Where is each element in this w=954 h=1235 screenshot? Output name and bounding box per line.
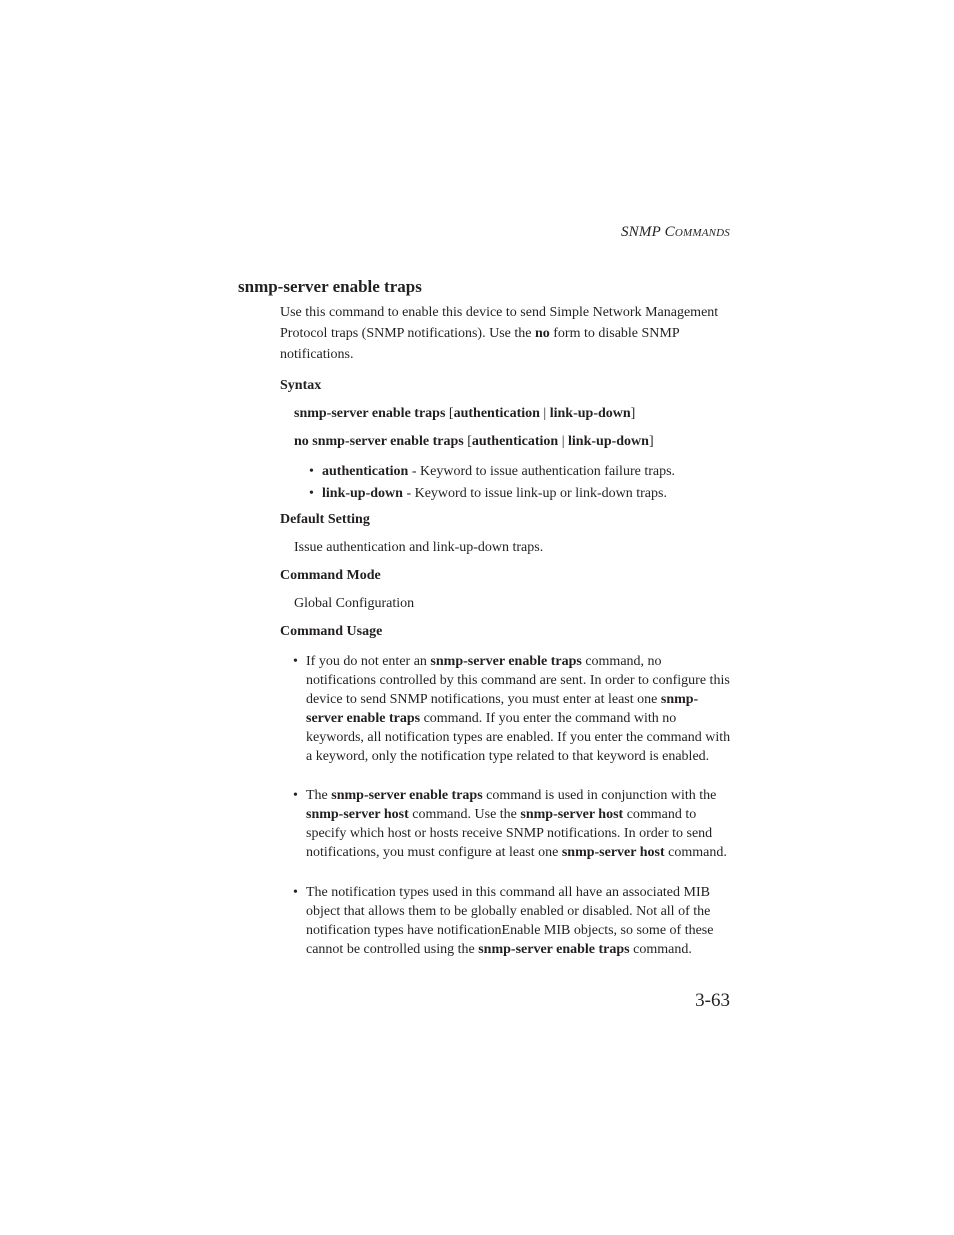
usage-text: command. [629, 942, 692, 957]
syntax-line-2 [294, 434, 654, 450]
usage-text: command. If you enter the command with no keywords, all notification types are enabled. If you enter the command with a keyword, only the notification type related to that keyword is enabled. [306, 711, 731, 764]
usage-text: command, no notifications controlled by this command are sent. In order to configure this device to send SNMP notifications, you must enter at least one [306, 654, 730, 707]
command-mode-text: Global Configuration [294, 596, 415, 611]
param-term: link-up-down [322, 486, 403, 501]
running-header [621, 224, 730, 241]
bullet-icon: • [309, 464, 314, 479]
command-mode-heading: Command Mode [280, 568, 381, 583]
usage-text: command is used in conjunction with the [482, 788, 717, 803]
param-desc: - Keyword to issue authentication failure traps. [408, 464, 676, 479]
syntax-1-command: snmp-server enable traps [294, 406, 446, 421]
usage-text: command. [664, 845, 727, 860]
default-setting-text: Issue authentication and link-up-down traps. [294, 540, 544, 555]
syntax-1-close: ] [630, 406, 636, 421]
param-item [309, 484, 762, 503]
header-prefix: SNMP C [620, 224, 675, 240]
bullet-icon: • [293, 654, 298, 669]
bullet-icon: • [293, 788, 298, 803]
default-setting-heading: Default Setting [280, 512, 370, 527]
usage-item [293, 652, 732, 766]
usage-bold: snmp-server enable traps [430, 654, 582, 669]
syntax-line-1 [294, 406, 635, 422]
syntax-2-close: ] [648, 434, 654, 449]
syntax-2-opt-a: authentication [471, 434, 559, 449]
syntax-2-sep: | [558, 434, 569, 449]
bullet-icon: • [309, 486, 314, 501]
bullet-icon: • [293, 885, 298, 900]
command-usage-heading: Command Usage [280, 624, 383, 639]
usage-text: If you do not enter an [306, 654, 431, 669]
syntax-2-opt-b: link-up-down [568, 434, 649, 449]
usage-item [293, 786, 732, 862]
command-title: snmp-server enable traps [238, 277, 422, 296]
usage-bold: snmp-server enable traps [331, 788, 483, 803]
intro-text-1: Use this command to enable this device to send Simple Network Management Protocol traps (SNMP notifications). Use the [280, 305, 719, 341]
usage-bold: snmp-server enable traps [306, 692, 699, 726]
param-desc: - Keyword to issue link-up or link-down traps. [402, 486, 667, 501]
usage-text: command to specify which host or hosts receive SNMP notifications. In order to send notifications, you must configure at least one [306, 807, 713, 860]
usage-text: The [306, 788, 332, 803]
usage-bold: snmp-server host [561, 845, 665, 860]
syntax-1-opt-a: authentication [453, 406, 540, 421]
usage-bold: snmp-server enable traps [478, 942, 630, 957]
param-term: authentication [322, 464, 409, 479]
usage-bold: snmp-server host [520, 807, 624, 822]
syntax-2-command: no snmp-server enable traps [294, 434, 464, 449]
intro-paragraph [280, 302, 730, 365]
page-number: 3-63 [695, 990, 730, 1011]
syntax-1-sep: | [539, 406, 550, 421]
usage-text: command. Use the [408, 807, 521, 822]
usage-item [293, 883, 732, 959]
syntax-1-opt-b: link-up-down [549, 406, 631, 421]
usage-bold: snmp-server host [306, 807, 409, 822]
header-suffix: OMMANDS [674, 227, 730, 239]
syntax-2-open: [ [463, 434, 472, 449]
usage-text: The notification types used in this command all have an associated MIB object that allows them to be globally enabled or disabled. Not all of the notification types have notificationEnable MIB objects, so some of these cannot be controlled using the [306, 885, 714, 957]
syntax-1-open: [ [445, 406, 454, 421]
syntax-heading: Syntax [280, 378, 322, 393]
param-item [309, 462, 762, 481]
intro-text-2: form to disable SNMP notifications. [280, 326, 680, 362]
intro-bold-no: no [534, 326, 550, 341]
